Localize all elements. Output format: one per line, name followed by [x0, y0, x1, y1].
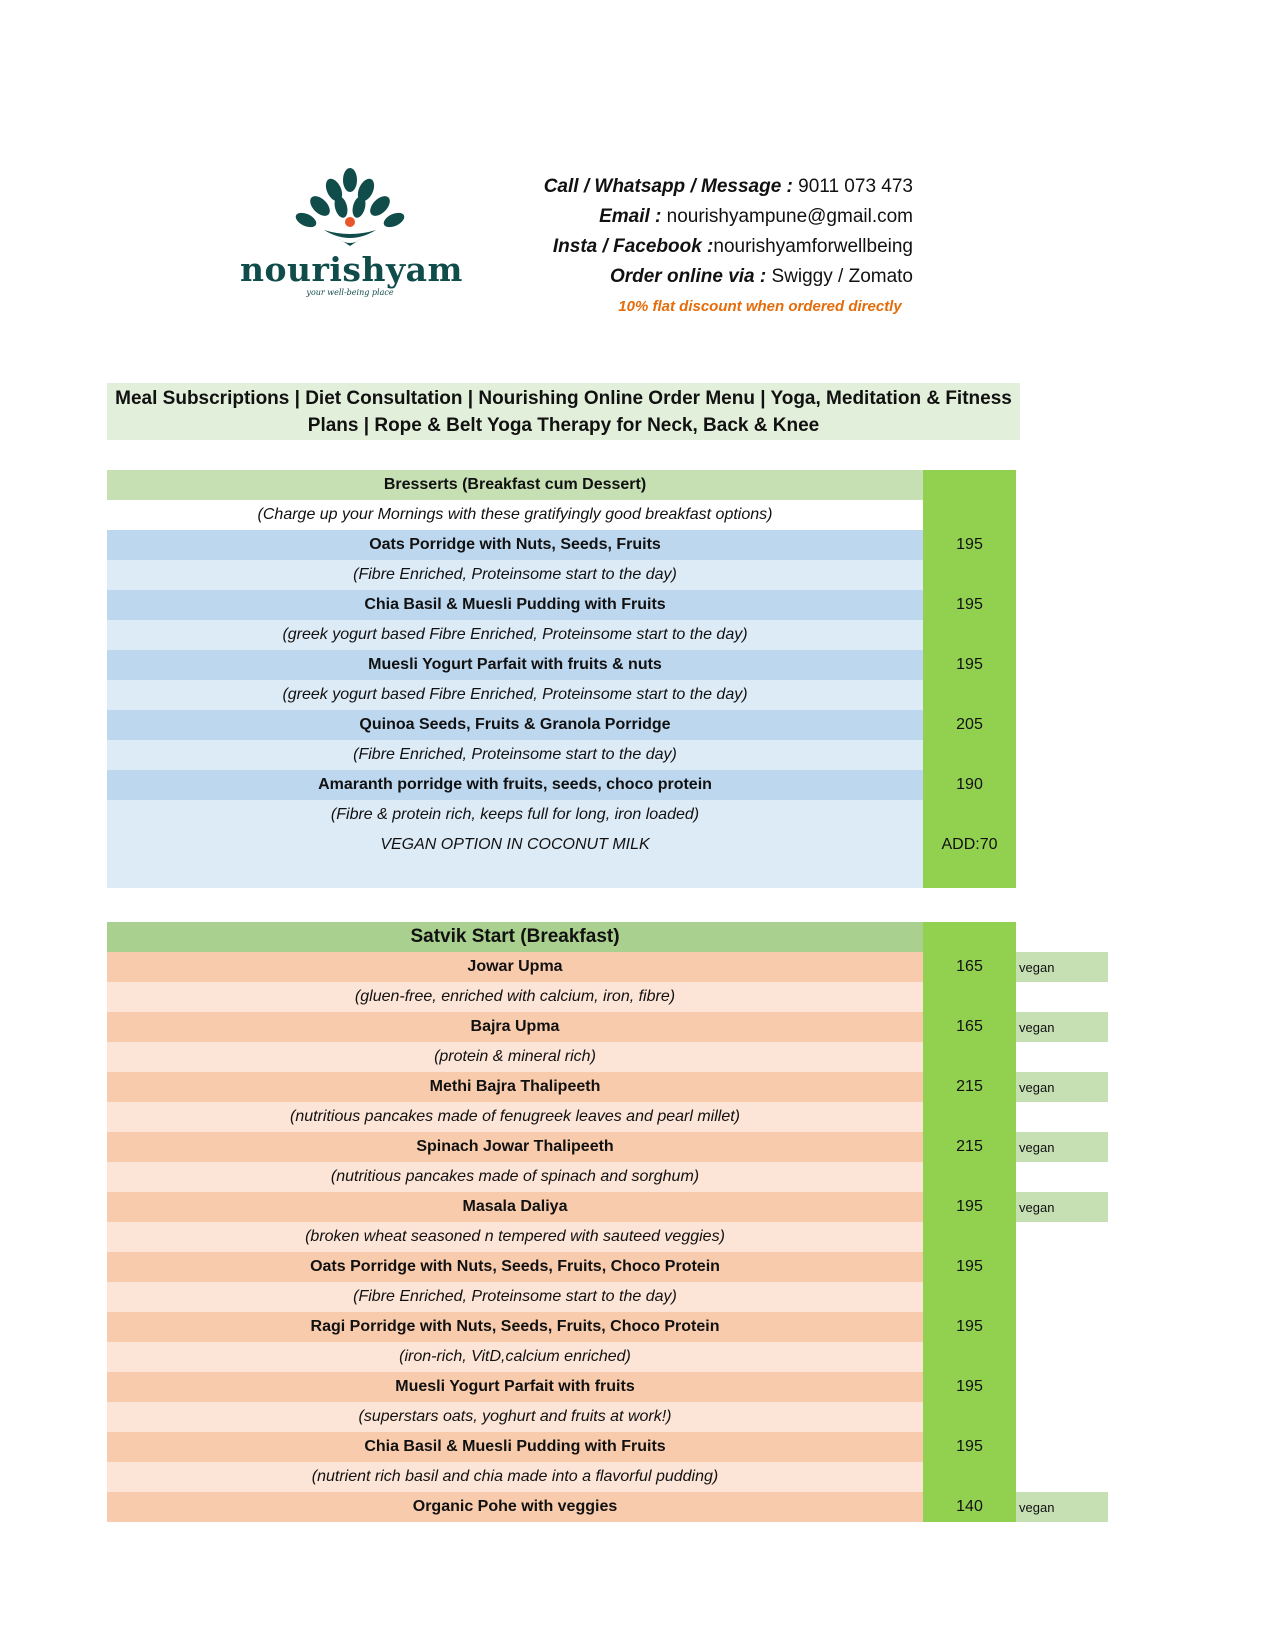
price-cell [923, 1222, 1016, 1252]
services-banner [107, 383, 1020, 440]
section-title: Satvik Start (Breakfast) [107, 922, 923, 952]
contact-social-line [553, 236, 913, 258]
item-description-row [107, 1402, 1108, 1432]
menu-item-row[interactable] [107, 1432, 1108, 1462]
item-description: (iron-rich, VitD,calcium enriched) [107, 1342, 923, 1372]
item-description: (superstars oats, yoghurt and fruits at work!) [107, 1402, 923, 1432]
contact-phone-line [544, 176, 913, 198]
menu-item-row[interactable] [107, 1492, 1108, 1522]
email-address[interactable]: nourishyampune@gmail.com [666, 206, 913, 227]
section-header-row [107, 922, 1108, 952]
item-description-row [107, 1282, 1108, 1312]
tag-cell [1016, 982, 1108, 1012]
section-subtitle: (Charge up your Mornings with these gratifyingly good breakfast options) [107, 500, 923, 530]
tag-cell [1016, 1222, 1108, 1252]
item-name: Oats Porridge with Nuts, Seeds, Fruits, Choco Protein [107, 1252, 923, 1282]
item-description-row [107, 1222, 1108, 1252]
price-cell [923, 922, 1016, 952]
brand-tagline: your well-being place [306, 288, 394, 297]
item-name: Muesli Yogurt Parfait with fruits [107, 1372, 923, 1402]
item-description: (nutritious pancakes made of fenugreek leaves and pearl millet) [107, 1102, 923, 1132]
item-price: 215 [923, 1132, 1016, 1162]
item-description: (Fibre Enriched, Proteinsome start to the day) [107, 560, 923, 590]
item-price: 140 [923, 1492, 1016, 1522]
price-cell [923, 470, 1016, 500]
social-handle[interactable]: nourishyamforwellbeing [713, 236, 913, 257]
item-description: (greek yogurt based Fibre Enriched, Proteinsome start to the day) [107, 680, 923, 710]
price-cell [923, 800, 1016, 830]
tag-cell [1016, 1162, 1108, 1192]
price-cell [923, 1102, 1016, 1132]
tag-cell [1016, 1372, 1108, 1402]
item-description: (nutrient rich basil and chia made into a flavorful pudding) [107, 1462, 923, 1492]
price-cell [923, 740, 1016, 770]
item-description: (nutritious pancakes made of spinach and sorghum) [107, 1162, 923, 1192]
item-name: Chia Basil & Muesli Pudding with Fruits [107, 590, 923, 620]
menu-item-row[interactable] [107, 710, 1016, 740]
item-price: 205 [923, 710, 1016, 740]
services-line-2: Plans | Rope & Belt Yoga Therapy for Neck, Back & Knee [307, 415, 820, 436]
item-description: (Fibre Enriched, Proteinsome start to the day) [107, 1282, 923, 1312]
item-name: Methi Bajra Thalipeeth [107, 1072, 923, 1102]
item-name: Muesli Yogurt Parfait with fruits & nuts [107, 650, 923, 680]
bresserts-menu-table [107, 470, 1016, 888]
menu-item-row[interactable] [107, 952, 1108, 982]
vegan-badge: vegan [1016, 1132, 1108, 1162]
services-line-1: Meal Subscriptions | Diet Consultation | Nourishing Online Order Menu | Yoga, Meditation & Fitness [115, 388, 1012, 409]
price-cell [923, 982, 1016, 1012]
spacer-cell [107, 860, 923, 888]
item-name: Ragi Porridge with Nuts, Seeds, Fruits, Choco Protein [107, 1312, 923, 1342]
menu-item-row[interactable] [107, 1192, 1108, 1222]
vegan-badge: vegan [1016, 1492, 1108, 1522]
item-description-row [107, 1462, 1108, 1492]
menu-item-row[interactable] [107, 650, 1016, 680]
vegan-badge: vegan [1016, 1072, 1108, 1102]
item-description: (Fibre & protein rich, keeps full for long, iron loaded) [107, 800, 923, 830]
tree-logo-icon [240, 168, 460, 253]
order-separator: : [754, 266, 772, 287]
menu-item-row[interactable] [107, 530, 1016, 560]
order-platforms: Swiggy / Zomato [771, 266, 913, 287]
item-price: 195 [923, 530, 1016, 560]
item-price: 195 [923, 1252, 1016, 1282]
tag-cell [1016, 1042, 1108, 1072]
item-price: 195 [923, 650, 1016, 680]
vegan-badge: vegan [1016, 1012, 1108, 1042]
email-label: Email [599, 206, 650, 227]
section-title: Bresserts (Breakfast cum Dessert) [107, 470, 923, 500]
menu-item-row[interactable] [107, 1252, 1108, 1282]
price-cell [923, 620, 1016, 650]
tag-cell [1016, 922, 1108, 952]
price-cell [923, 1282, 1016, 1312]
vegan-option-label: VEGAN OPTION IN COCONUT MILK [107, 830, 923, 860]
price-cell [923, 1342, 1016, 1372]
tag-cell [1016, 1312, 1108, 1342]
item-price: 195 [923, 1312, 1016, 1342]
phone-number[interactable]: 9011 073 473 [798, 176, 913, 197]
item-description: (greek yogurt based Fibre Enriched, Proteinsome start to the day) [107, 620, 923, 650]
item-name: Oats Porridge with Nuts, Seeds, Fruits [107, 530, 923, 560]
price-cell [923, 1042, 1016, 1072]
item-price: 190 [923, 770, 1016, 800]
tag-cell [1016, 1432, 1108, 1462]
discount-note: 10% flat discount when ordered directly [618, 298, 902, 315]
brand-name: nourishyam [240, 250, 463, 289]
item-description-row [107, 1162, 1108, 1192]
item-description-row [107, 1342, 1108, 1372]
tag-cell [1016, 1402, 1108, 1432]
menu-item-row[interactable] [107, 1012, 1108, 1042]
tag-cell [1016, 1252, 1108, 1282]
email-separator: : [649, 206, 667, 227]
item-name: Organic Pohe with veggies [107, 1492, 923, 1522]
social-separator: : [701, 236, 714, 257]
satvik-menu-table [107, 922, 1108, 1522]
brand-logo [240, 168, 463, 298]
menu-item-row[interactable] [107, 1132, 1108, 1162]
vegan-option-row[interactable] [107, 830, 1016, 860]
item-description-row [107, 1102, 1108, 1132]
spacer-row [107, 860, 1016, 888]
item-name: Spinach Jowar Thalipeeth [107, 1132, 923, 1162]
item-name: Chia Basil & Muesli Pudding with Fruits [107, 1432, 923, 1462]
section-header-row [107, 470, 1016, 500]
item-price: 195 [923, 1432, 1016, 1462]
item-name: Quinoa Seeds, Fruits & Granola Porridge [107, 710, 923, 740]
tag-cell [1016, 1462, 1108, 1492]
menu-item-row[interactable] [107, 770, 1016, 800]
price-cell [923, 500, 1016, 530]
vegan-option-price: ADD:70 [923, 830, 1016, 860]
item-price: 195 [923, 590, 1016, 620]
item-description-row [107, 982, 1108, 1012]
vegan-badge: vegan [1016, 1192, 1108, 1222]
menu-item-row[interactable] [107, 1372, 1108, 1402]
item-description-row [107, 620, 1016, 650]
item-description-row [107, 680, 1016, 710]
item-price: 215 [923, 1072, 1016, 1102]
price-cell [923, 1162, 1016, 1192]
menu-item-row[interactable] [107, 590, 1016, 620]
price-cell [923, 860, 1016, 888]
item-description-row [107, 800, 1016, 830]
phone-label: Call / Whatsapp / Message [543, 176, 782, 197]
contact-email-line [599, 206, 913, 228]
item-description-row [107, 740, 1016, 770]
item-description: (broken wheat seasoned n tempered with sauteed veggies) [107, 1222, 923, 1252]
item-name: Masala Daliya [107, 1192, 923, 1222]
price-cell [923, 1402, 1016, 1432]
order-label: Order online via [609, 266, 755, 287]
vegan-badge: vegan [1016, 952, 1108, 982]
item-description-row [107, 560, 1016, 590]
price-cell [923, 680, 1016, 710]
item-price: 165 [923, 1012, 1016, 1042]
item-price: 165 [923, 952, 1016, 982]
item-price: 195 [923, 1192, 1016, 1222]
social-label: Insta / Facebook [552, 236, 702, 257]
price-cell [923, 560, 1016, 590]
price-cell [923, 1462, 1016, 1492]
item-description: (Fibre Enriched, Proteinsome start to the day) [107, 740, 923, 770]
item-description: (gluen-free, enriched with calcium, iron, fibre) [107, 982, 923, 1012]
item-price: 195 [923, 1372, 1016, 1402]
menu-item-row[interactable] [107, 1312, 1108, 1342]
item-name: Bajra Upma [107, 1012, 923, 1042]
menu-item-row[interactable] [107, 1072, 1108, 1102]
section-subtitle-row [107, 500, 1016, 530]
item-name: Amaranth porridge with fruits, seeds, choco protein [107, 770, 923, 800]
tag-cell [1016, 1102, 1108, 1132]
item-name: Jowar Upma [107, 952, 923, 982]
tag-cell [1016, 1342, 1108, 1372]
phone-separator: : [781, 176, 799, 197]
item-description-row [107, 1042, 1108, 1072]
item-description: (protein & mineral rich) [107, 1042, 923, 1072]
tag-cell [1016, 1282, 1108, 1312]
contact-order-line [610, 266, 913, 288]
